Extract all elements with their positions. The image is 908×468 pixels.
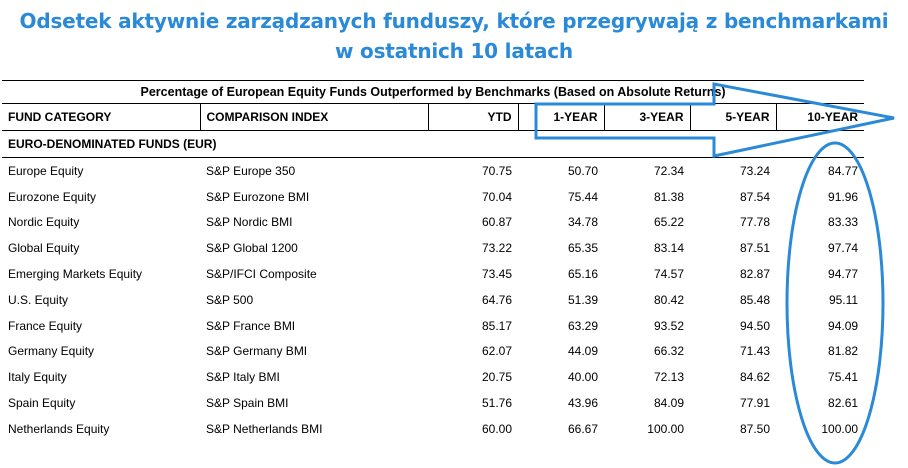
fund-category-cell: Global Equity (8, 241, 80, 256)
column-header-3-year: 3-YEAR (604, 104, 690, 131)
one-year-cell: 43.96 (567, 396, 598, 411)
ytd-cell: 51.76 (481, 396, 512, 411)
five-year-cell: 73.24 (739, 163, 770, 178)
one-year-cell: 40.00 (567, 370, 598, 385)
column-header-5-year: 5-YEAR (690, 104, 776, 131)
ytd-cell: 73.22 (481, 241, 512, 256)
table-header-row (2, 104, 864, 131)
five-year-cell: 71.43 (739, 344, 770, 359)
table-row (2, 364, 864, 390)
three-year-cell: 66.32 (653, 344, 684, 359)
ten-year-cell: 84.77 (828, 163, 859, 178)
fund-category-cell: Eurozone Equity (8, 189, 97, 204)
three-year-cell: 74.57 (653, 267, 684, 282)
ten-year-cell: 95.11 (828, 292, 859, 307)
five-year-cell: 94.50 (739, 318, 770, 333)
one-year-cell: 65.16 (567, 267, 598, 282)
group-row (2, 131, 864, 158)
ytd-cell: 64.76 (481, 292, 512, 307)
fund-category-cell: France Equity (8, 318, 83, 333)
table-row (2, 339, 864, 365)
table-row (2, 261, 864, 287)
table-row (2, 313, 864, 339)
ten-year-cell: 75.41 (828, 370, 859, 385)
ten-year-cell: 81.82 (828, 344, 859, 359)
table-title: Percentage of European Equity Funds Outperformed by Benchmarks (Based on Absolute Returns) (2, 81, 864, 104)
comparison-index-cell: S&P/IFCI Composite (206, 267, 317, 282)
table-row (2, 158, 864, 184)
ten-year-cell: 82.61 (828, 396, 859, 411)
table-row (2, 416, 864, 442)
headline (0, 6, 908, 66)
ytd-cell: 73.45 (481, 267, 512, 282)
comparison-index-cell: S&P Italy BMI (206, 370, 280, 385)
comparison-index-cell: S&P Germany BMI (206, 344, 308, 359)
one-year-cell: 66.67 (567, 421, 598, 436)
ten-year-cell: 100.00 (821, 421, 859, 436)
ytd-cell: 20.75 (481, 370, 512, 385)
ten-year-cell: 97.74 (828, 241, 859, 256)
ytd-cell: 62.07 (481, 344, 512, 359)
one-year-cell: 50.70 (567, 163, 598, 178)
ten-year-cell: 94.09 (828, 318, 859, 333)
comparison-index-cell: S&P France BMI (206, 318, 296, 333)
three-year-cell: 80.42 (653, 292, 684, 307)
comparison-index-cell: S&P Netherlands BMI (206, 421, 323, 436)
three-year-cell: 72.13 (653, 370, 684, 385)
group-label: EURO-DENOMINATED FUNDS (EUR) (2, 131, 864, 158)
one-year-cell: 44.09 (567, 344, 598, 359)
five-year-cell: 87.54 (739, 189, 770, 204)
one-year-cell: 75.44 (567, 189, 598, 204)
fund-category-cell: Emerging Markets Equity (8, 267, 143, 282)
three-year-cell: 84.09 (653, 396, 684, 411)
ten-year-cell: 94.77 (828, 267, 859, 282)
three-year-cell: 93.52 (653, 318, 684, 333)
ytd-cell: 60.87 (481, 215, 512, 230)
table-row (2, 210, 864, 236)
fund-category-cell: Netherlands Equity (8, 421, 110, 436)
headline-line-2: w ostatnich 10 latach (335, 39, 573, 63)
comparison-index-cell: S&P Europe 350 (206, 163, 296, 178)
five-year-cell: 87.50 (739, 421, 770, 436)
one-year-cell: 34.78 (567, 215, 598, 230)
comparison-index-cell: S&P Spain BMI (206, 396, 289, 411)
comparison-index-cell: S&P 500 (206, 292, 254, 307)
funds-table (2, 80, 864, 442)
ten-year-cell: 91.96 (828, 189, 859, 204)
table-row (2, 235, 864, 261)
table-row (2, 287, 864, 313)
five-year-cell: 85.48 (739, 292, 770, 307)
ytd-cell: 70.75 (481, 163, 512, 178)
ytd-cell: 85.17 (481, 318, 512, 333)
headline-line-1: Odsetek aktywnie zarządzanych funduszy, które przegrywają z benchmarkami (19, 9, 889, 33)
three-year-cell: 83.14 (653, 241, 684, 256)
table-container (2, 80, 864, 442)
table-caption-row (2, 81, 864, 104)
column-header-comparison-index: COMPARISON INDEX (200, 104, 428, 131)
five-year-cell: 82.87 (739, 267, 770, 282)
fund-category-cell: Spain Equity (8, 396, 76, 411)
three-year-cell: 100.00 (647, 421, 684, 436)
fund-category-cell: Germany Equity (8, 344, 95, 359)
one-year-cell: 65.35 (567, 241, 598, 256)
column-header-1-year: 1-YEAR (518, 104, 604, 131)
table-row (2, 184, 864, 210)
comparison-index-cell: S&P Global 1200 (206, 241, 298, 256)
table-row (2, 390, 864, 416)
three-year-cell: 81.38 (653, 189, 684, 204)
ytd-cell: 70.04 (481, 189, 512, 204)
three-year-cell: 65.22 (653, 215, 684, 230)
ten-year-cell: 83.33 (828, 215, 859, 230)
column-header-ytd: YTD (428, 104, 518, 131)
five-year-cell: 77.91 (739, 396, 770, 411)
comparison-index-cell: S&P Nordic BMI (206, 215, 293, 230)
fund-category-cell: Nordic Equity (8, 215, 80, 230)
column-header-fund-category: FUND CATEGORY (2, 104, 200, 131)
fund-category-cell: Italy Equity (8, 370, 67, 385)
five-year-cell: 84.62 (739, 370, 770, 385)
one-year-cell: 63.29 (567, 318, 598, 333)
five-year-cell: 87.51 (739, 241, 770, 256)
comparison-index-cell: S&P Eurozone BMI (206, 189, 310, 204)
ytd-cell: 60.00 (481, 421, 512, 436)
three-year-cell: 72.34 (653, 163, 684, 178)
column-header-10-year: 10-YEAR (776, 104, 864, 131)
fund-category-cell: U.S. Equity (8, 292, 69, 307)
fund-category-cell: Europe Equity (8, 163, 84, 178)
one-year-cell: 51.39 (567, 292, 598, 307)
five-year-cell: 77.78 (739, 215, 770, 230)
